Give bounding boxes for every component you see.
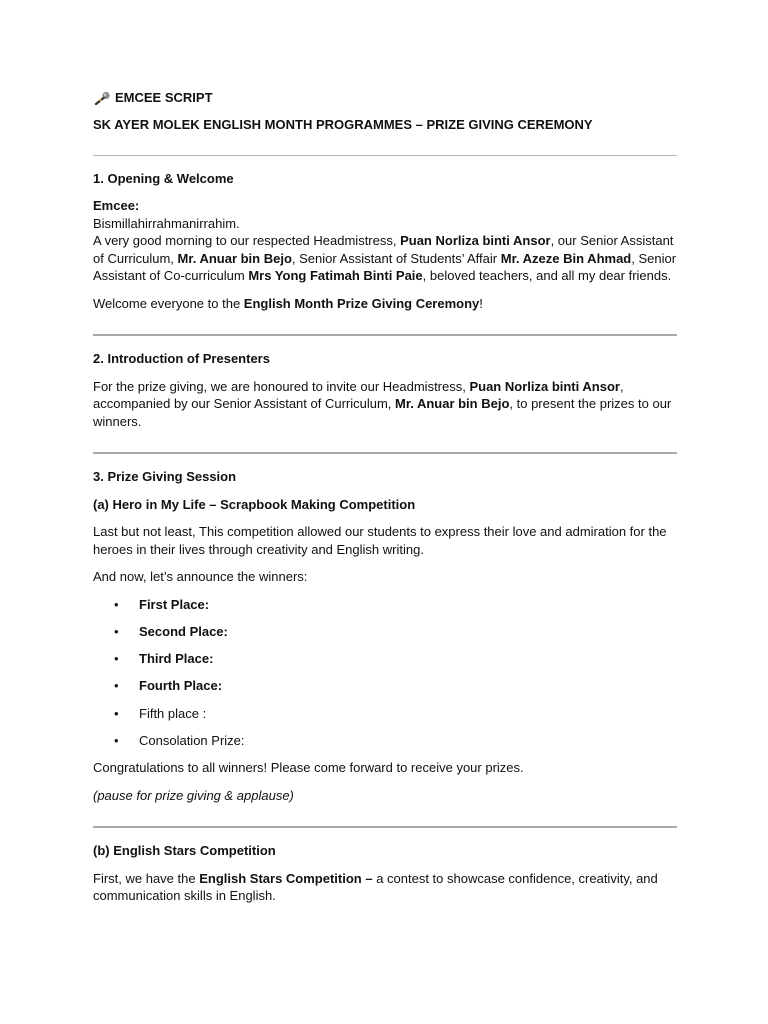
section-heading-presenters: 2. Introduction of Presenters xyxy=(93,351,270,366)
welcome-paragraph: A very good morning to our respected Headmistress, Puan Norliza binti Ansor, our Senior Assistant of Curriculum, Mr. Anuar bin Bejo, Senior Assistant of Students’ Affair Mr. Azeze Bin Ahmad, Senior Assistant of Co-curriculum Mrs Yong Fatimah Binti Paie, beloved teachers, and all my dear friends. xyxy=(93,233,677,283)
subheading-english-stars: (b) English Stars Competition xyxy=(93,843,276,859)
list-item: • Second Place: xyxy=(114,623,228,639)
document-page xyxy=(93,89,677,905)
list-item: • Fourth Place: xyxy=(114,678,223,694)
subheading-scrapbook: (a) Hero in My Life – Scrapbook Making Competition xyxy=(93,496,416,512)
winners-intro: And now, let’s announce the winners: xyxy=(93,569,308,584)
programme-title: SK AYER MOLEK ENGLISH MONTH PROGRAMMES – PRIZE GIVING CEREMONY xyxy=(93,117,593,132)
english-stars-paragraph: First, we have the English Stars Competition – a contest to showcase confidence, creativity, and communication skills in English. xyxy=(93,870,658,904)
script-title: EMCEE SCRIPT xyxy=(115,89,213,105)
congratulations-line: Congratulations to all winners! Please come forward to receive your prizes. xyxy=(93,760,524,776)
divider xyxy=(93,452,677,454)
speaker-label: Emcee: xyxy=(93,198,140,213)
list-item: • Consolation Prize: xyxy=(114,732,245,748)
divider xyxy=(93,334,677,336)
section-heading-opening: 1. Opening & Welcome xyxy=(93,170,234,186)
list-item: • First Place: xyxy=(114,596,210,612)
opening-greeting: Bismillahirrahmanirrahim. xyxy=(93,215,240,231)
prize-list xyxy=(93,596,677,760)
list-item: • Fifth place : xyxy=(114,705,207,721)
script-title-line xyxy=(93,89,677,106)
presenters-paragraph: For the prize giving, we are honoured to invite our Headmistress, Puan Norliza binti Ansor, accompanied by our Senior Assistant of Curriculum, Mr. Anuar bin Bejo, to present the prizes to our winners. xyxy=(93,378,672,429)
scrapbook-description: Last but not least, This competition allowed our students to express their love and admiration for the heroes in their lives through creativity and English writing. xyxy=(93,524,667,557)
stage-direction: (pause for prize giving & applause) xyxy=(93,787,294,803)
microphone-icon xyxy=(93,91,111,105)
welcome-line: Welcome everyone to the English Month Prize Giving Ceremony! xyxy=(93,295,483,311)
list-item: • Third Place: xyxy=(114,651,214,667)
section-heading-prize-giving: 3. Prize Giving Session xyxy=(93,469,237,484)
divider xyxy=(93,155,677,156)
divider xyxy=(93,826,677,828)
